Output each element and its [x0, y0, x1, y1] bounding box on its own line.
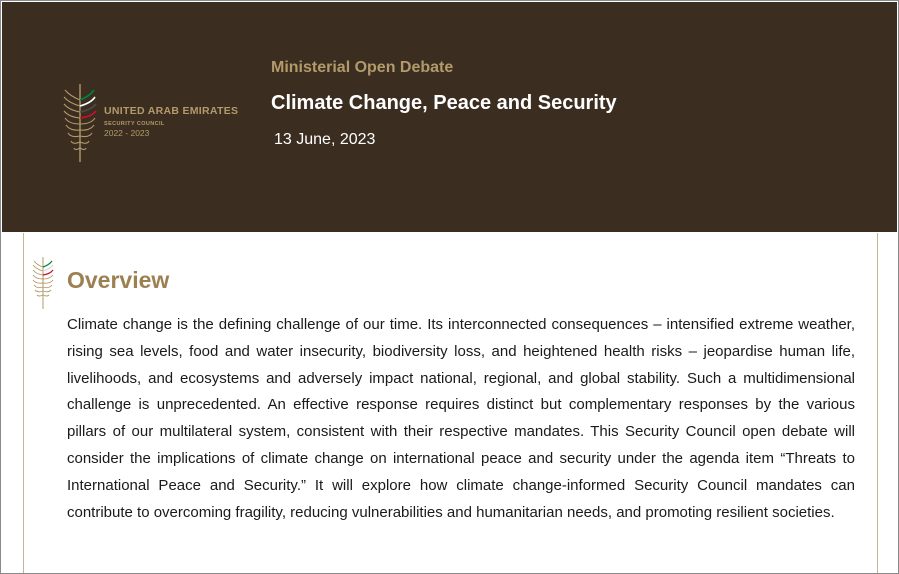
logo-council: SECURITY COUNCIL	[104, 121, 165, 127]
logo-country: UNITED ARAB EMIRATES	[104, 105, 239, 117]
uae-security-council-logo	[62, 78, 252, 162]
logo-years: 2022 - 2023	[104, 128, 150, 138]
overview-heading: Overview	[67, 267, 170, 293]
event-date: 13 June, 2023	[274, 131, 376, 148]
overview-paragraph: Climate change is the defining challenge of our time. Its interconnected consequences – intensified extreme weather, rising sea levels, food and water insecurity, biodiversity loss, and heightened health risks – jeopardise human life, livelihoods, and ecosystems and adversely impact national, regional, and global stability. Such a multidimensional challenge is unprecedented. An effective response requires distinct but complementary responses by the various pillars of our multilateral system, consistent with their respective mandates. This Security Council open debate will consider the implications of climate change on international peace and security under the agenda item “Threats to International Peace and Security.” It will explore how climate change-informed Security Council mandates can contribute to overcoming fragility, reducing vulnerabilities and humanitarian needs, and promoting resilient societies.	[67, 316, 855, 521]
palm-frond-icon	[32, 255, 54, 309]
header-banner	[2, 2, 897, 232]
logo-wordmark	[104, 105, 238, 139]
page-title: Climate Change, Peace and Security	[271, 92, 617, 114]
event-type: Ministerial Open Debate	[271, 59, 454, 76]
palm-frond-icon	[62, 78, 98, 162]
